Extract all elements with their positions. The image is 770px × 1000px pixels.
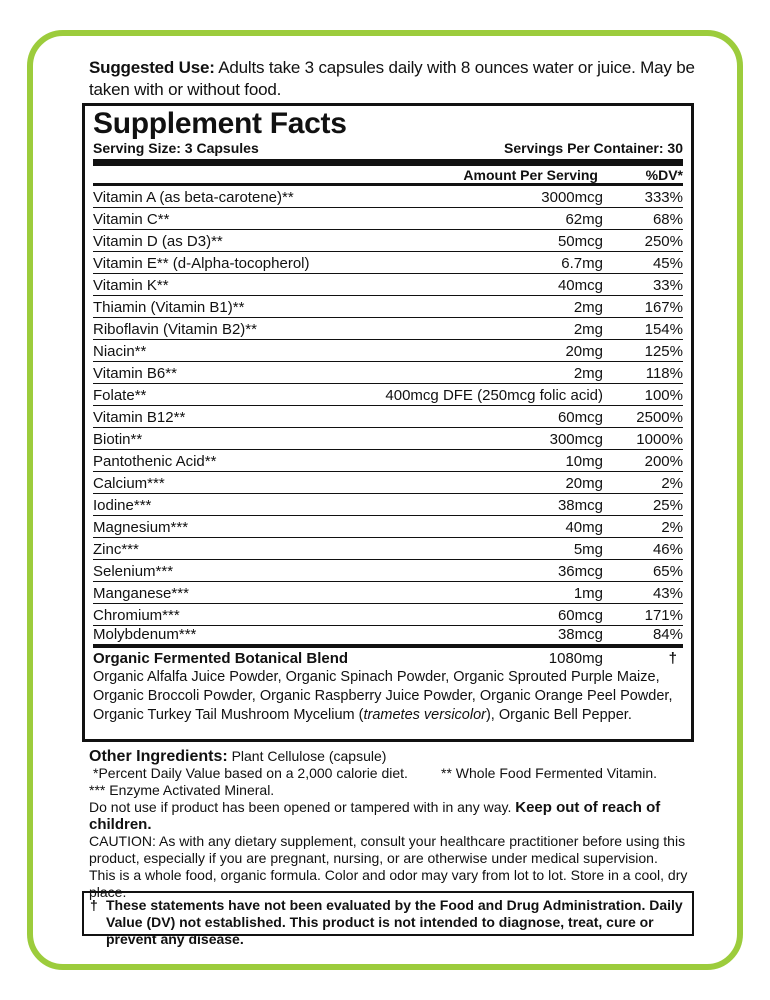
blend-row [93,648,683,668]
footnote-dv: *Percent Daily Value based on a 2,000 calorie diet. [93,765,408,781]
nutrient-row [93,362,683,384]
nutrient-dv: 125% [644,343,683,360]
nutrient-name: Vitamin B6** [93,365,177,382]
nutrient-dv: 200% [644,453,683,470]
suggested-use [89,57,709,101]
nutrient-name: Pantothenic Acid** [93,453,217,470]
nutrient-row [93,318,683,340]
dagger-symbol: † [90,897,98,913]
nutrient-dv: 1000% [636,431,683,448]
nutrient-amount: 400mcg DFE (250mcg folic acid) [385,387,603,404]
nutrient-name: Molybdenum*** [93,626,197,643]
nutrient-dv: 2% [661,519,683,536]
nutrient-amount: 2mg [573,299,603,316]
nutrient-amount: 10mg [565,453,603,470]
nutrient-amount: 20mg [565,343,603,360]
nutrient-row [93,450,683,472]
nutrient-row [93,274,683,296]
nutrient-amount: 50mcg [557,233,603,250]
nutrient-name: Vitamin K** [93,277,169,294]
nutrient-row [93,604,683,626]
nutrient-name: Riboflavin (Vitamin B2)** [93,321,257,338]
nutrient-row [93,428,683,450]
nutrient-row [93,560,683,582]
nutrient-amount: 2mg [573,321,603,338]
nutrient-dv: 45% [652,255,683,272]
serving-info [93,140,683,166]
nutrient-row [93,186,683,208]
nutrient-row [93,252,683,274]
nutrient-name: Vitamin B12** [93,409,186,426]
tamper-warning [89,799,699,833]
nutrient-name: Magnesium*** [93,519,189,536]
caution-text: CAUTION: As with any dietary supplement, consult your healthcare practitioner before using this product, especially if you are pregnant, nursing, or are otherwise under medical supervision. [89,833,686,866]
other-ingredients-text: Plant Cellulose (capsule) [227,748,387,764]
nutrient-dv: 84% [652,626,683,643]
suggested-use-text: Adults take 3 capsules daily with 8 ounces water or juice. May be taken with or without food. [89,58,695,99]
servings-per-container: Servings Per Container: 30 [504,140,683,156]
disclaimer-text: These statements have not been evaluated by the Food and Drug Administration. Daily Value (DV) not established. This product is not intended to diagnose, treat, cure or prevent any disease. [106,897,683,947]
nutrient-dv: 2500% [636,409,683,426]
nutrient-amount: 20mg [565,475,603,492]
nutrient-dv: 25% [652,497,683,514]
fda-disclaimer [82,891,694,947]
nutrient-name: Iodine*** [93,497,152,514]
blend-description [93,668,683,725]
nutrient-row [93,340,683,362]
nutrient-name: Manganese*** [93,585,189,602]
serving-size: Serving Size: 3 Capsules [93,140,259,156]
nutrient-dv: 250% [644,233,683,250]
nutrient-dv: 167% [644,299,683,316]
blend-desc-before: Organic Alfalfa Juice Powder, Organic Spinach Powder, Organic Sprouted Purple Maize, Organic Broccoli Powder, Organic Raspberry Juice Powder, Organic Orange Peel Powder, Organic Turkey Tail Mushroom Mycelium ( [93,669,673,723]
nutrient-name: Calcium*** [93,475,165,492]
facts-title: Supplement Facts [93,107,347,140]
nutrient-amount: 40mg [565,519,603,536]
nutrient-amount: 60mcg [557,607,603,624]
footnotes-row [89,765,699,782]
nutrient-amount: 5mg [573,541,603,558]
nutrient-row [93,516,683,538]
facts-column-headers [93,166,683,186]
nutrient-dv: 118% [645,365,683,382]
nutrient-row [93,384,683,406]
nutrient-rows [93,186,683,648]
other-ingredients-label: Other Ingredients: [89,748,228,765]
suggested-use-label: Suggested Use: [89,58,215,77]
nutrient-row [93,296,683,318]
nutrient-row [93,230,683,252]
blend-name: Organic Fermented Botanical Blend [93,649,349,667]
nutrient-amount: 38mcg [557,626,603,643]
blend-desc-italic: trametes versicolor [363,707,486,723]
nutrient-dv: 46% [652,541,683,558]
nutrient-name: Vitamin A (as beta-carotene)** [93,189,294,206]
nutrient-dv: 68% [652,211,683,228]
nutrient-row [93,538,683,560]
nutrient-amount: 40mcg [557,277,603,294]
nutrient-amount: 1mg [573,585,603,602]
nutrient-amount: 62mg [565,211,603,228]
nutrient-name: Biotin** [93,431,143,448]
nutrient-name: Vitamin D (as D3)** [93,233,223,250]
dv-header: %DV* [645,166,683,183]
nutrient-dv: 2% [661,475,683,492]
nutrient-name: Selenium*** [93,563,174,580]
whole-food-text: This is a whole food, organic formula. Color and odor may vary from lot to lot. Store in a cool, dry place. [89,867,688,900]
nutrient-name: Vitamin E** (d-Alpha-tocopherol) [93,255,310,272]
footnote-enzyme: *** Enzyme Activated Mineral. [89,782,275,798]
blend-dv: † [668,649,677,667]
nutrient-name: Zinc*** [93,541,139,558]
nutrient-amount: 36mcg [557,563,603,580]
nutrient-amount: 3000mcg [541,189,603,206]
nutrient-row [93,472,683,494]
nutrient-dv: 171% [644,607,683,624]
amount-header: Amount Per Serving [463,166,598,183]
nutrient-row [93,626,683,648]
nutrient-row [93,582,683,604]
nutrient-amount: 2mg [573,365,603,382]
nutrient-dv: 65% [652,563,683,580]
nutrient-dv: 100% [644,387,683,404]
nutrient-row [93,494,683,516]
nutrient-name: Thiamin (Vitamin B1)** [93,299,245,316]
nutrient-row [93,406,683,428]
supplement-facts-panel [82,103,694,742]
footnote-whole-food: ** Whole Food Fermented Vitamin. [441,765,658,781]
nutrient-row [93,208,683,230]
nutrient-dv: 154% [644,321,683,338]
nutrient-amount: 60mcg [557,409,603,426]
other-ingredients-section [89,748,699,901]
blend-desc-after: ), Organic Bell Pepper. [485,707,632,723]
nutrient-dv: 333% [644,189,683,206]
nutrient-name: Vitamin C** [93,211,170,228]
other-ingredients-line [89,748,699,765]
keep-out-warning: Keep out of reach of children. [89,799,661,833]
nutrient-amount: 300mcg [549,431,603,448]
tamper-text: Do not use if product has been opened or tampered with in any way. [89,799,516,815]
nutrient-amount: 6.7mg [561,255,603,272]
nutrient-dv: 43% [652,585,683,602]
blend-amount: 1080mg [548,649,603,667]
nutrient-name: Chromium*** [93,607,180,624]
nutrient-amount: 38mcg [557,497,603,514]
nutrient-dv: 33% [652,277,683,294]
nutrient-name: Niacin** [93,343,147,360]
nutrient-name: Folate** [93,387,147,404]
